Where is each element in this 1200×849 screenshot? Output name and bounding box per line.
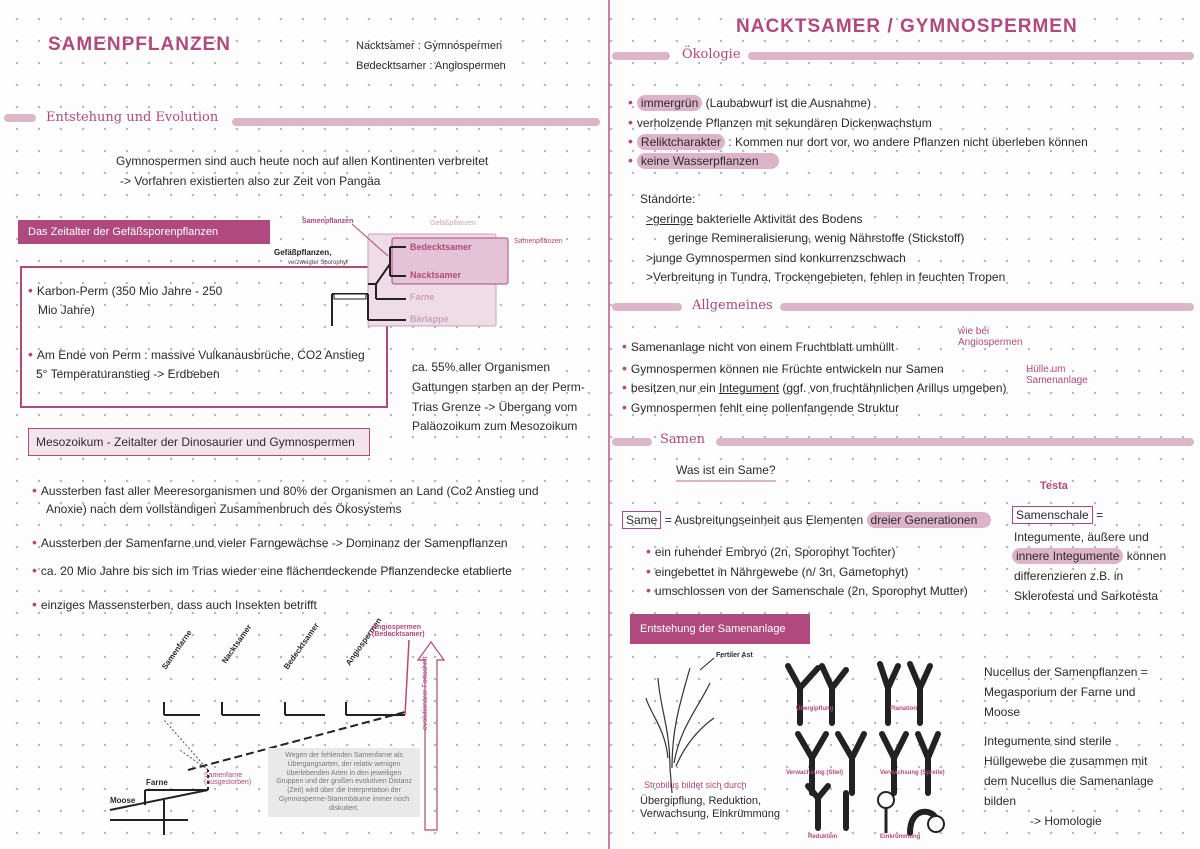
extinction-line-3: Trias Grenze -> Übergang vom	[412, 400, 578, 414]
allg-bar-right	[780, 303, 1194, 311]
schale-line-4: differenzieren z.B. in	[1014, 569, 1124, 583]
label-moose: Moose	[110, 796, 136, 805]
samen-bar-right	[716, 438, 1194, 446]
label-samenpflanzen-right: Samenpflanzen	[514, 238, 563, 245]
section-bar-right	[232, 118, 600, 126]
perm-line-2: 5° Temperaturanstieg -> Erdbeben	[36, 367, 220, 381]
oek-line-3	[628, 133, 1088, 151]
standort-line-1	[646, 212, 863, 227]
taxon-samenfarne: Samenfarne	[160, 628, 194, 672]
generation-3: • umschlossen von der Samenschale (2n, Sporophyt Mutter)	[646, 582, 968, 600]
carbon-line-1: • Karbon-Perm (350 Mio Jahre - 250	[28, 282, 222, 300]
oek-bar-right	[748, 52, 1194, 60]
hl-immergruen: immergrün	[637, 95, 702, 111]
integument-line-3: dem Nucellus die Samenanlage	[984, 774, 1154, 788]
generation-1: • ein ruhender Embryo (2n, Sporophyt Tochter)	[646, 543, 895, 561]
arrow-evolution-label: evolutionärer Fortschritt	[422, 656, 429, 730]
schale-line-5: Sklerotesta und Sarkotesta	[1014, 589, 1159, 603]
allg-note-angio: wie bei Angiospermen	[958, 326, 1023, 348]
standort-line-4: >Verbreitung in Tundra, Trockengebieten, fehlen in feuchten Tropen	[646, 270, 1006, 284]
standort-line-2: geringe Remineralisierung, wenig Nährstoffe (Stickstoff)	[668, 231, 965, 245]
section-samen: Samen	[660, 432, 706, 447]
small-phylogeny	[272, 214, 512, 330]
allg-note-huelle: Hülle um Samenanlage	[1026, 364, 1088, 386]
big-phylogeny	[100, 616, 460, 845]
allg-line-3	[622, 379, 1007, 397]
generation-2: • eingebettet in Nährgewebe (n/ 3n, Gametophyt)	[646, 563, 908, 581]
oek-line-1	[628, 94, 871, 112]
hl-keine-wasser: keine Wasserpflanzen	[637, 153, 779, 169]
phylogeny-note: Wegen der fehlenden Samenfarne als Übergangsarten, der relativ wenigen überlebenden Arten in den jeweiligen Gruppen und der großen evolutiven Distanz (Zeit) wird über die Interpretation der Gymnosperme-Stammbäume immer noch diskutiert.	[268, 748, 420, 817]
taxon-bedecktsamer: Bedecktsamer	[282, 621, 321, 672]
meso-line-1a: • Aussterben fast aller Meeresorganismen und 80% der Organismen an Land (Co2 Anstieg und	[32, 482, 539, 500]
allg-integument: Integument	[718, 381, 780, 395]
allg-line-3a: besitzen nur ein	[630, 381, 716, 395]
strobilus-line-2: Übergipflung, Reduktion,	[640, 795, 762, 807]
section-allgemeines: Allgemeines	[692, 298, 773, 313]
samen-bar-left	[612, 438, 652, 446]
schale-word: Samenschale	[1012, 506, 1093, 524]
extinction-line-2: Gattungen starben an der Perm-	[412, 380, 585, 394]
stage-planation: Planation	[890, 706, 918, 712]
oek-line-3-rest: : Kommen nur dort vor, wo andere Pflanzen nicht überleben können	[728, 135, 1088, 149]
hl-relikt: Reliktcharakter	[637, 134, 725, 150]
label-samenpflanzen: Samenpflanzen	[302, 218, 354, 225]
meso-line-2: • Aussterben der Samenfarne und vieler Farngewächse -> Dominanz der Samenpflanzen	[32, 534, 508, 552]
strobilus-line-3: Verwachsung, Einkrümmung	[640, 808, 781, 820]
entstehung-heading: Entstehung der Samenanlage	[630, 614, 810, 644]
allg-bar-left	[612, 303, 682, 311]
standorte-heading: Standorte:	[640, 192, 696, 206]
era-mesozoikum-heading: Mesozoikum - Zeitalter der Dinosaurier und Gymnospermen	[36, 435, 355, 449]
extinction-line-4: Paläozoikum zum Mesozoikum	[412, 419, 578, 433]
oek-line-2: • verholzende Pflanzen mit sekundären Dickenwachstum	[628, 114, 932, 132]
extinction-line-1: ca. 55% aller Organismen	[412, 360, 551, 374]
stage-reduktion: Reduktion	[808, 834, 838, 840]
meso-line-4: • einziges Massensterben, dass auch Insekten betrifft	[32, 596, 317, 614]
allg-line-1: • Samenanlage nicht von einem Fruchtblatt umhüllt	[622, 338, 894, 356]
label-farne: Farne	[410, 292, 435, 302]
taxon-nacktsamer: Nacktsamer	[220, 622, 254, 666]
oek-line-4	[628, 152, 779, 170]
same-def-text: = Ausbreitungseinheit aus Elementen	[664, 513, 864, 527]
schale-eq: =	[1096, 508, 1104, 522]
nucellus-line-1: Nucellus der Samenpflanzen =	[984, 665, 1148, 679]
stage-uebergipflung: Übergipflung	[796, 706, 834, 712]
schale-hl: innere Integumente	[1012, 548, 1123, 564]
allg-line-4: • Gymnospermen fehlt eine pollenfangende Struktur	[622, 399, 899, 417]
perm-line-1: • Am Ende von Perm : massive Vulkanausbrüche, CO2 Anstieg	[28, 346, 365, 364]
schale-line-1	[1012, 508, 1103, 523]
allg-line-2: • Gymnospermen können nie Früchte entwickeln nur Samen	[622, 360, 944, 378]
standort-line-3: >junge Gymnospermen sind konkurrenzschwach	[646, 251, 906, 265]
page-title-right: NACKTSAMER / GYMNOSPERMEN	[736, 16, 1078, 37]
stage-verwachsung-stiel: Verwachsung (Stiel)	[786, 770, 844, 776]
definition-nacktsamer: Nacktsamer : Gymnospermen	[356, 40, 503, 52]
standort-line-1-rest: bakterielle Aktivität des Bodens	[696, 212, 863, 226]
question-same: Was ist ein Same?	[676, 463, 776, 482]
section-oekologie: Ökologie	[682, 47, 741, 62]
section-entstehung: Entstehung und Evolution	[46, 110, 219, 125]
label-baerlappe: Bärlappe	[410, 314, 449, 324]
nucellus-line-3: Moose	[984, 705, 1021, 719]
strobilus-line-1: Strobilus bildet sich durch	[644, 780, 747, 790]
meso-line-1b: Anoxie) nach dem vollständigen Zusammenbruch des Ökosystems	[46, 502, 402, 516]
label-angio-top: Angiospermen (Bedecktsamer)	[372, 624, 425, 638]
taxon-angiospermen: Angiospermen	[344, 616, 384, 668]
oek-bar-left	[612, 52, 670, 60]
label-farne-big: Farne	[146, 778, 168, 787]
stage-einkruemmung: Einkrümmung	[880, 834, 921, 840]
standort-geringe: >geringe	[646, 212, 694, 226]
intro-line-1: Gymnospermen sind auch heute noch auf allen Kontinenten verbreitet	[116, 154, 489, 168]
stage-verwachsung-spreite: Verwachsung (Spreite)	[880, 770, 945, 776]
definition-bedecktsamer: Bedecktsamer : Angiospermen	[356, 60, 506, 72]
section-bar-left	[4, 114, 36, 122]
label-testa: Testa	[1040, 480, 1068, 492]
integument-line-2: Hüllgewebe die zusammen mit	[984, 754, 1148, 768]
oek-line-1-rest: (Laubabwurf ist die Ausnahme)	[705, 96, 872, 110]
label-gefaess-left: Gefäßpflanzen,	[274, 248, 332, 257]
allg-line-3c: (ggf. von fruchtähnlichen Arillus umgeben)	[782, 381, 1007, 395]
page-divider	[608, 0, 610, 849]
meso-line-3: • ca. 20 Mio Jahre bis sich im Trias wieder eine flächendeckende Pflanzendecke etablierte	[32, 562, 512, 580]
page-title-left: SAMENPFLANZEN	[48, 34, 231, 55]
era-gefaesssporen-heading: Das Zeitalter der Gefäßsporenpflanzen	[18, 220, 270, 244]
integument-line-1: Integumente sind sterile	[984, 734, 1112, 748]
label-samenfarne-extinct: Samenfarne (ausgestorben)	[204, 772, 252, 786]
schale-line-3	[1012, 549, 1166, 564]
label-fertiler-ast: Fertiler Ast	[716, 652, 753, 659]
same-def-hl: dreier Generationen	[867, 512, 992, 528]
schale-line-3b: können	[1126, 549, 1167, 563]
label-sporophyt: verzweigter Sporophyt	[288, 260, 348, 266]
homologie: -> Homologie	[1030, 814, 1102, 828]
schale-line-2: Integumente, äußere und	[1014, 530, 1149, 544]
label-gefaesspflanzen: Gefäßpflanzen	[430, 220, 476, 227]
label-bedecktsamer: Bedecktsamer	[410, 242, 472, 252]
label-nacktsamer: Nacktsamer	[410, 270, 462, 280]
carbon-line-2: Mio Jahre)	[38, 303, 95, 317]
integument-line-4: bilden	[984, 794, 1017, 808]
nucellus-line-2: Megasporium der Farne und	[984, 685, 1136, 699]
same-definition	[622, 513, 991, 528]
same-word: Same	[622, 511, 661, 529]
intro-line-2: -> Vorfahren existierten also zur Zeit von Pangäa	[120, 174, 381, 188]
